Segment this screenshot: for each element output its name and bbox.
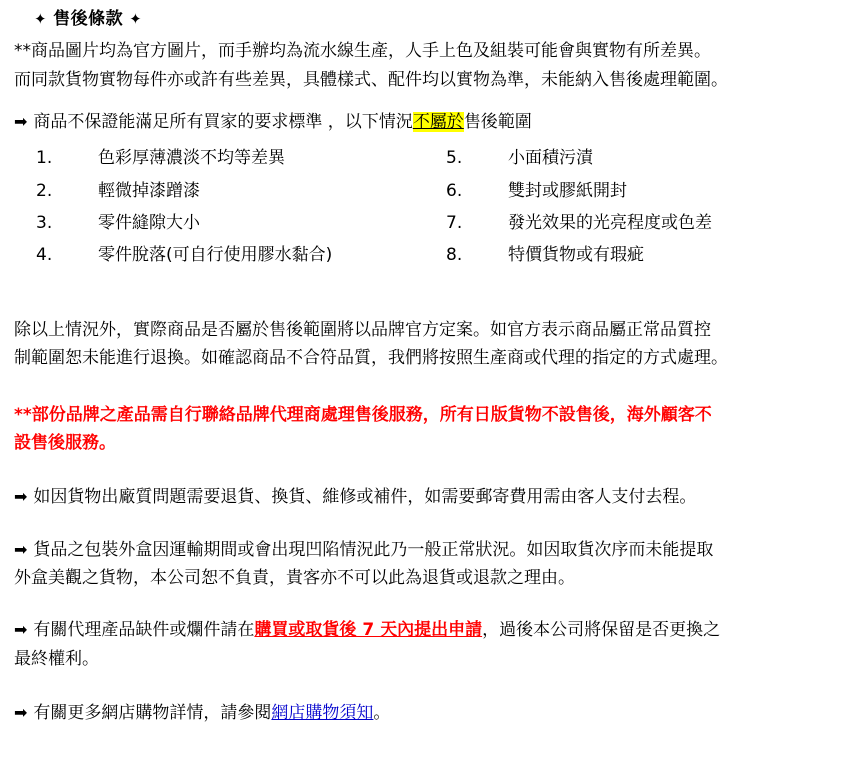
list-item-label: 發光效果的光亮程度或色差 [508, 213, 712, 234]
more-info-before: 有關更多網店購物詳情，請參閱 [33, 703, 272, 724]
red-notice-line-1 [14, 403, 850, 429]
exclusion-list-right-column [432, 145, 850, 274]
scope-notice-highlight: 不屬於 [412, 112, 464, 133]
list-item-number: 4. [36, 245, 53, 266]
list-item-number: 5. [446, 148, 463, 169]
list-item-label: 雙封或膠紙開封 [508, 180, 627, 201]
bullet-return-shipping [14, 484, 850, 510]
list-item [446, 210, 850, 236]
diamond-icon-right: ✦ [129, 10, 143, 28]
policy-line-2 [14, 345, 850, 371]
scope-notice-before: 商品不保證能滿足所有買家的要求標準 ，以下情況 [33, 112, 413, 133]
list-item-number: 7. [446, 213, 463, 234]
arrow-icon: ➡ [14, 703, 28, 723]
list-item [446, 242, 850, 268]
list-item-label: 輕微掉漆蹭漆 [98, 180, 200, 201]
list-item [36, 210, 432, 236]
packaging-line-2 [14, 565, 850, 591]
list-item-label: 色彩厚薄濃淡不均等差異 [98, 148, 285, 169]
arrow-icon: ➡ [14, 539, 28, 559]
list-item-label: 小面積污漬 [508, 148, 593, 169]
packaging-line-1 [14, 537, 850, 563]
missing-parts-highlight: 購買或取貨後 7 天內提出申請 [254, 620, 483, 641]
list-item-number: 3. [36, 213, 53, 234]
list-item [446, 178, 850, 204]
arrow-icon: ➡ [14, 487, 28, 507]
list-item-number: 2. [36, 180, 53, 201]
shopping-guide-link[interactable]: 網店購物須知 [271, 703, 374, 724]
list-item-number: 1. [36, 148, 53, 169]
list-item-label: 特價貨物或有瑕疵 [508, 245, 644, 266]
list-item-label: 零件縫隙大小 [98, 213, 200, 234]
page-title-text: 售後條款 [53, 9, 124, 29]
list-item [446, 145, 850, 171]
intro-line-2 [14, 67, 850, 93]
arrow-icon: ➡ [14, 112, 28, 132]
missing-parts-before: 有關代理產品缺件或爛件請在 [33, 620, 255, 641]
missing-parts-line-2 [14, 646, 850, 672]
missing-parts-after: ，過後本公司將保留是否更換之 [482, 620, 721, 641]
intro-line-1-text: **商品圖片均為官方圖片，而手辦均為流水線生產，人手上色及組裝可能會與實物有所差異。 [14, 41, 711, 62]
missing-parts-line-1 [14, 617, 850, 643]
red-notice-line-2-text: 設售後服務。 [14, 432, 116, 453]
list-item-number: 6. [446, 180, 463, 201]
list-item [36, 242, 432, 268]
missing-parts-line-2-text: 最終權利。 [14, 648, 99, 669]
diamond-icon-left: ✦ [34, 10, 48, 28]
packaging-line-2-text: 外盒美觀之貨物，本公司恕不負責，貴客亦不可以此為退貨或退款之理由。 [14, 568, 575, 589]
scope-notice [14, 109, 850, 135]
more-info-line [14, 700, 850, 726]
list-item-label: 零件脫落(可自行使用膠水黏合) [98, 245, 333, 266]
intro-line-1 [14, 38, 850, 64]
bullet-return-shipping-text: 如因貨物出廠質問題需要退貨、換貨、維修或補件，如需要郵寄費用需由客人支付去程。 [33, 487, 697, 508]
scope-notice-after: 售後範圍 [463, 112, 532, 133]
list-item [36, 145, 432, 171]
red-notice-line-2 [14, 431, 850, 457]
intro-line-2-text: 而同款貨物實物每件亦或許有些差異，具體樣式、配件均以實物為準，未能納入售後處理範圍。 [14, 69, 728, 90]
more-info-after: 。 [373, 703, 391, 724]
exclusion-list [14, 145, 850, 274]
policy-line-2-text: 制範圍恕未能進行退換。如確認商品不合符品質，我們將按照生產商或代理的指定的方式處理。 [14, 348, 728, 369]
policy-line-1 [14, 317, 850, 343]
red-notice-line-1-text: **部份品牌之產品需自行聯絡品牌代理商處理售後服務，所有日版貨物不設售後，海外顧客不 [14, 405, 712, 426]
arrow-icon: ➡ [14, 620, 28, 640]
packaging-line-1-text: 貨品之包裝外盒因運輸期間或會出現凹陷情況此乃一般正常狀況。如因取貨次序而未能提取 [33, 539, 714, 560]
list-item [36, 178, 432, 204]
exclusion-list-left-column [14, 145, 432, 274]
page-title [28, 6, 850, 32]
list-item-number: 8. [446, 245, 463, 266]
policy-line-1-text: 除以上情況外，實際商品是否屬於售後範圍將以品牌官方定案。如官方表示商品屬正常品質控 [14, 319, 711, 340]
